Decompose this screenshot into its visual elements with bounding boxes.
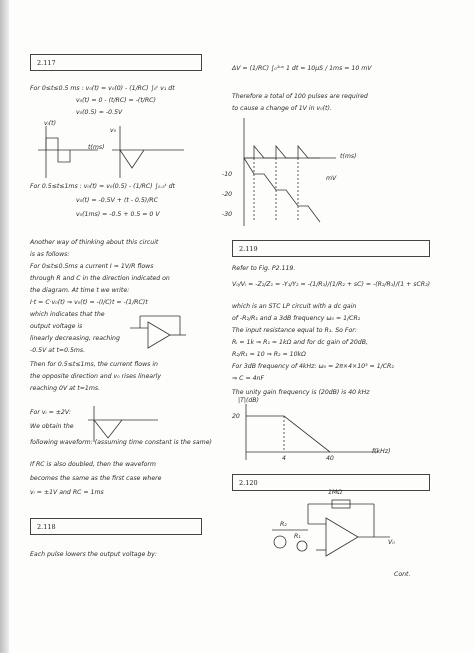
- tick-neg30: -30: [222, 211, 233, 218]
- para1-line-2: is as follows:: [30, 251, 70, 258]
- para1-line-7: which indicates that the: [30, 311, 105, 318]
- following-waveform-label: following waveform: (assuming time constant is the same): [30, 439, 212, 446]
- problem-box-2-119: [232, 240, 430, 257]
- stc-line-5: R₂/R₁ = 10 ⇒ R₂ = 10kΩ: [232, 351, 306, 358]
- problem-number: 2.119: [239, 245, 258, 253]
- we-obtain-label: We obtain the: [30, 423, 74, 430]
- plot1-vi-label: vᵢ(t): [44, 120, 57, 127]
- stc-line-7: ⇒ C = 4nF: [232, 375, 265, 382]
- problem-box-2-118: [30, 518, 202, 535]
- circuit-feedback-resistor: 1MΩ: [328, 489, 343, 496]
- ref-fig: Refer to Fig. P2.119.: [232, 265, 296, 272]
- problem-box-2-117: [30, 54, 202, 71]
- para1-line-6: I·t = C·v₀(t) ⇒ v₀(t) = -(I/C)t = -(1/RC)t: [30, 299, 148, 306]
- tick-neg10: -10: [222, 171, 233, 178]
- stc-line-1: which is an STC LP circuit with a dc gain: [232, 303, 357, 310]
- plot-t-label: t(ms): [340, 153, 357, 160]
- opamp-sketch-1: [130, 312, 190, 352]
- plot1-vo-label: v₀: [110, 127, 117, 134]
- para2-line-2: becomes the same as the first case where: [30, 475, 162, 482]
- circuit-vo-label: V₀: [388, 539, 395, 546]
- para1-line-13: reaching 0V at t=1ms.: [30, 385, 101, 392]
- para1-line-8: output voltage is: [30, 323, 83, 330]
- para1-line-10: -0.5V at t=0.5ms.: [30, 347, 86, 354]
- para1-line-5: the diagram. At time t we write:: [30, 287, 130, 294]
- bode-40-label: 40: [326, 455, 334, 462]
- circuit-sketch: [266, 496, 396, 566]
- para1-line-3: For 0≤t≤0.5ms a current I = 1V/R flows: [30, 263, 154, 270]
- circuit-r2-label: R₂: [280, 521, 287, 528]
- problem-number: 2.120: [239, 479, 258, 487]
- para2-line-3: vᵢ = ±1V and RC = 1ms: [30, 489, 104, 496]
- problem-number: 2.117: [37, 59, 56, 67]
- bode-plot: [238, 402, 388, 466]
- equation-3: v₀(t) = -0.5V + (t - 0.5)/RC: [76, 197, 158, 204]
- plot1-t-label: t(ms): [88, 144, 105, 151]
- para1-line-11: Then for 0.5≤t≤1ms, the current flows in: [30, 361, 158, 368]
- range-2-equation: For 0.5≤t≤1ms : v₀(t) = v₀(0.5) - (1/RC) ∫₀.₅ᵗ dt: [30, 183, 175, 190]
- delta-v-equation: ΔV = (1/RC) ∫₀¹ᵘˢ 1 dt = 10μS / 1ms = 10 mV: [232, 65, 372, 72]
- stc-line-3: The input resistance equal to R₁. So For:: [232, 327, 357, 334]
- stc-line-2: of -R₂/R₁ and a 3dB frequency ω₀ = 1/CR₂: [232, 315, 361, 322]
- para1-line-1: Another way of thinking about this circuit: [30, 239, 159, 246]
- stc-line-8: The unity gain frequency is (20dB) is 40 kHz: [232, 389, 370, 396]
- para2-line-1: If RC is also doubled, then the waveform: [30, 461, 156, 468]
- equation-2: v₀(0.5) = -0.5V: [76, 109, 123, 116]
- bode-20-label: 20: [232, 413, 240, 420]
- tick-neg20: -20: [222, 191, 233, 198]
- circuit-r1-label: R₁: [294, 533, 301, 540]
- plot-mv-label: mV: [326, 175, 337, 182]
- staircase-plot: [236, 118, 386, 228]
- transfer-ratio-equation: V₀/Vᵢ = -Z₂/Z₁ = -Y₁/Y₂ = -(1/R₁)/(1/R₂ + sC) = -(R₂/R₁)/(1 + sCR₂): [232, 281, 430, 288]
- stc-line-4: Rᵢ = 1k ⇒ R₁ = 1kΩ and for dc gain of 20dB,: [232, 339, 368, 346]
- para1-line-12: the opposite direction and v₀ rises linearly: [30, 373, 161, 380]
- continued-label: Cont.: [394, 571, 411, 578]
- equation-1: v₀(t) = 0 - (t/RC) = -(t/RC): [76, 97, 156, 104]
- bode-4-label: 4: [282, 455, 286, 462]
- range-1-equation: For 0≤t≤0.5 ms : v₀(t) = v₀(0) - (1/RC) ∫₀ᵗ v₁ dt: [30, 85, 175, 92]
- bode-db-label: |T|(dB): [238, 397, 259, 404]
- each-pulse-text: Each pulse lowers the output voltage by:: [30, 551, 157, 558]
- binding-shadow: [0, 0, 9, 653]
- stc-line-6: For 3dB frequency of 4kHz: ω₀ = 2π×4×10³ = 1/CR₂: [232, 363, 394, 370]
- for-v-label: For vᵢ = ±2V:: [30, 409, 72, 416]
- problem-number: 2.118: [37, 523, 56, 531]
- para1-line-4: through R and C in the direction indicated on: [30, 275, 170, 282]
- equation-4: v₀(1ms) = -0.5 + 0.5 = 0 V: [76, 211, 160, 218]
- total-pulses-line-2: to cause a change of 1V in v₀(t).: [232, 105, 332, 112]
- bode-f-label: f(kHz): [372, 448, 391, 455]
- waveform-plot-2: [88, 404, 168, 444]
- total-pulses-line-1: Therefore a total of 100 pulses are required: [232, 93, 368, 100]
- para1-line-9: linearly decreasing, reaching: [30, 335, 120, 342]
